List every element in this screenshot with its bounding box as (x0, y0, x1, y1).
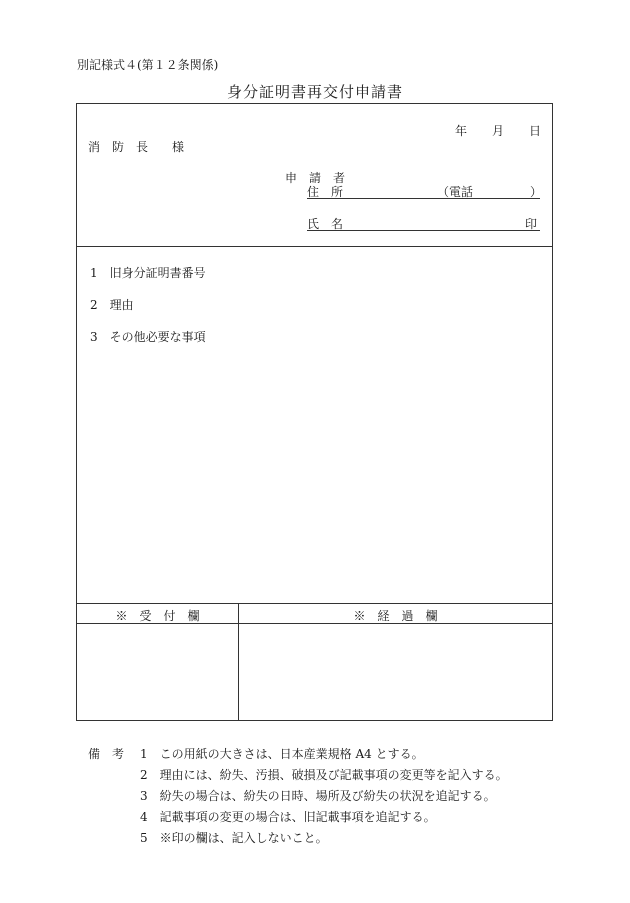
date-year-label: 年 (455, 124, 468, 138)
note-item (140, 829, 328, 846)
item-old-id-number (90, 264, 206, 281)
applicant-label: 申 請 者 (285, 171, 346, 185)
seal-mark: 印 (525, 217, 538, 231)
date-day-label: 日 (529, 124, 542, 138)
item-other-matters (90, 328, 206, 345)
item-text: その他必要な事項 (109, 330, 206, 344)
note-number: 2 (140, 768, 148, 782)
item-reason (90, 296, 134, 313)
note-number: 3 (140, 789, 148, 803)
phone-close: ） (530, 185, 543, 199)
note-item (140, 766, 508, 783)
name-field[interactable] (307, 215, 540, 231)
application-form-frame (76, 103, 553, 721)
notes-label: 備 考 (88, 747, 125, 761)
item-number: 1 (90, 266, 98, 280)
note-item (140, 745, 424, 762)
page-title: 身分証明書再交付申請書 (226, 83, 403, 101)
note-text: 紛失の場合は、紛失の日時、場所及び紛失の状況を追記する。 (159, 789, 496, 803)
item-text: 理由 (109, 298, 134, 312)
note-text: この用紙の大きさは、日本産業規格 A4 とする。 (159, 747, 424, 761)
note-item (140, 787, 496, 804)
progress-column-header: ※ 経 過 欄 (353, 609, 438, 623)
header-divider (77, 246, 552, 247)
item-number: 2 (90, 298, 98, 312)
note-number: 1 (140, 747, 148, 761)
item-text: 旧身分証明書番号 (109, 266, 206, 280)
note-text: 記載事項の変更の場合は、旧記載事項を追記する。 (159, 810, 436, 824)
reception-column-header: ※ 受 付 欄 (115, 609, 200, 623)
item-number: 3 (90, 330, 98, 344)
note-text: 理由には、紛失、汚損、破損及び記載事項の変更等を記入する。 (159, 768, 508, 782)
note-item (140, 808, 436, 825)
office-section-divider (77, 603, 552, 604)
note-text: ※印の欄は、記入しないこと。 (159, 831, 328, 845)
address-label: 住 所 (307, 185, 344, 199)
name-label: 氏 名 (307, 217, 344, 231)
note-number: 5 (140, 831, 148, 845)
form-reference: 別記様式４(第１２条関係) (77, 58, 219, 72)
phone-label: （電話 (437, 185, 474, 199)
address-field[interactable] (307, 183, 543, 199)
date-month-label: 月 (492, 124, 505, 138)
note-number: 4 (140, 810, 148, 824)
addressee: 消 防 長 様 (88, 140, 185, 154)
